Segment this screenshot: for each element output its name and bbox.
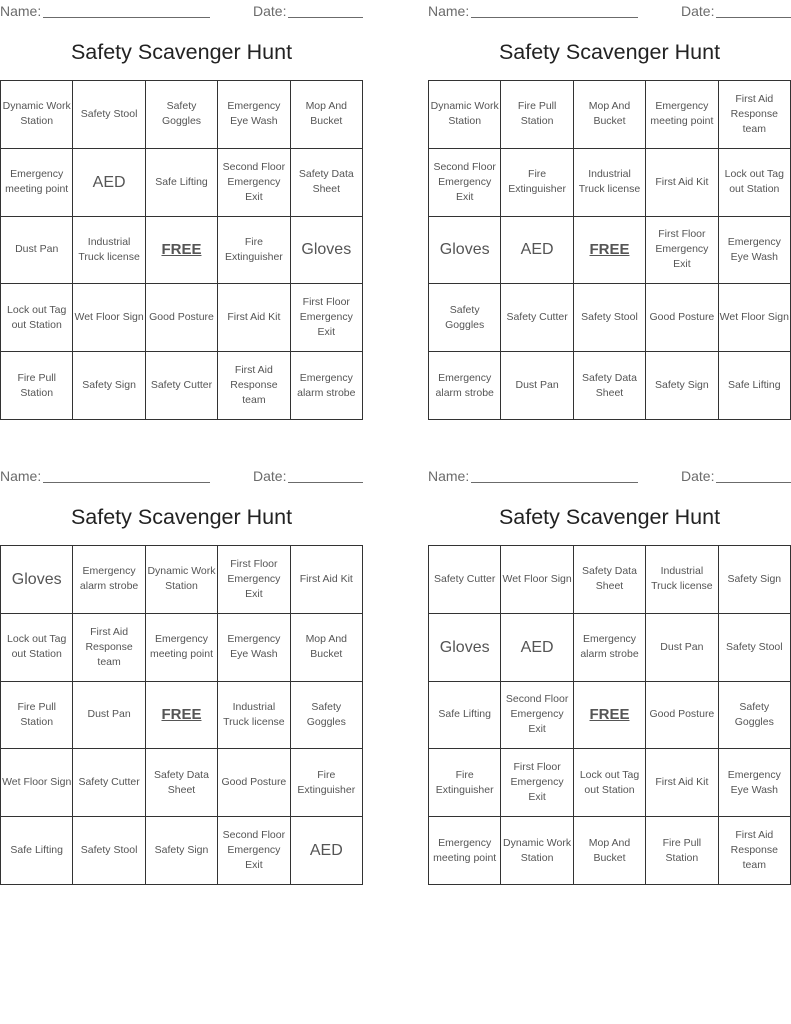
grid-cell: FREE [574, 217, 646, 285]
grid-cell: Wet Floor Sign [501, 546, 573, 614]
date-line [716, 17, 791, 18]
card-header [428, 0, 791, 24]
grid-cell: Mop And Bucket [574, 817, 646, 885]
grid-cell: Safety Goggles [291, 682, 363, 750]
grid-cell: Mop And Bucket [574, 81, 646, 149]
grid-cell: First Aid Kit [646, 749, 718, 817]
grid-cell: Wet Floor Sign [73, 284, 145, 352]
grid-cell: Emergency alarm strobe [429, 352, 501, 420]
grid-cell: Emergency meeting point [646, 81, 718, 149]
name-line [43, 17, 210, 18]
grid-cell: Safety Stool [719, 614, 791, 682]
date-line [716, 482, 791, 483]
card-header [0, 465, 363, 489]
grid-cell: Safe Lifting [429, 682, 501, 750]
card-title: Safety Scavenger Hunt [70, 40, 293, 64]
grid-cell: Fire Extinguisher [429, 749, 501, 817]
grid-cell: Wet Floor Sign [719, 284, 791, 352]
grid-cell: Mop And Bucket [291, 81, 363, 149]
grid-cell: First Aid Kit [218, 284, 290, 352]
grid-cell: Gloves [429, 217, 501, 285]
grid-cell: Emergency meeting point [1, 149, 73, 217]
grid-cell: Safety Sign [146, 817, 218, 885]
grid-cell: Safety Stool [73, 81, 145, 149]
name-line [471, 17, 638, 18]
grid-cell: Industrial Truck license [574, 149, 646, 217]
grid-cell: Emergency alarm strobe [574, 614, 646, 682]
grid-cell: First Aid Kit [291, 546, 363, 614]
grid-cell: First Floor Emergency Exit [218, 546, 290, 614]
grid-cell: FREE [146, 682, 218, 750]
grid-cell: First Floor Emergency Exit [291, 284, 363, 352]
card-title: Safety Scavenger Hunt [498, 40, 721, 64]
grid-cell: Emergency Eye Wash [218, 81, 290, 149]
grid-cell: Emergency meeting point [429, 817, 501, 885]
grid-cell: First Aid Response team [719, 817, 791, 885]
grid-cell: Safety Data Sheet [146, 749, 218, 817]
grid-cell: AED [501, 614, 573, 682]
grid-cell: Dynamic Work Station [1, 81, 73, 149]
grid-cell: Safety Sign [73, 352, 145, 420]
grid-cell: Dynamic Work Station [429, 81, 501, 149]
grid-cell: Emergency meeting point [146, 614, 218, 682]
grid-cell: Second Floor Emergency Exit [501, 682, 573, 750]
grid-cell: Fire Extinguisher [501, 149, 573, 217]
grid-cell: Safe Lifting [146, 149, 218, 217]
grid-cell: Safety Stool [574, 284, 646, 352]
grid-cell: Gloves [1, 546, 73, 614]
name-label: Name: [0, 3, 42, 19]
grid-cell: Fire Pull Station [1, 682, 73, 750]
card-title: Safety Scavenger Hunt [498, 505, 721, 529]
grid-cell: Lock out Tag out Station [1, 614, 73, 682]
grid-cell: Good Posture [646, 284, 718, 352]
bingo-grid [0, 80, 363, 420]
grid-cell: Gloves [291, 217, 363, 285]
card-header [0, 0, 363, 24]
bingo-grid [428, 545, 791, 885]
grid-cell: Safety Data Sheet [574, 546, 646, 614]
date-label: Date: [681, 3, 715, 19]
grid-cell: Industrial Truck license [73, 217, 145, 285]
grid-cell: Fire Pull Station [501, 81, 573, 149]
grid-cell: Emergency Eye Wash [719, 749, 791, 817]
grid-cell: First Aid Kit [646, 149, 718, 217]
bingo-grid [0, 545, 363, 885]
grid-cell: Lock out Tag out Station [1, 284, 73, 352]
grid-cell: Second Floor Emergency Exit [218, 149, 290, 217]
date-line [288, 482, 363, 483]
date-label: Date: [253, 468, 287, 484]
grid-cell: Emergency alarm strobe [73, 546, 145, 614]
grid-cell: First Aid Response team [73, 614, 145, 682]
card-title: Safety Scavenger Hunt [70, 505, 293, 529]
grid-cell: Fire Pull Station [646, 817, 718, 885]
grid-cell: Safety Sign [646, 352, 718, 420]
bingo-card-4 [428, 465, 791, 872]
date-label: Date: [681, 468, 715, 484]
grid-cell: AED [291, 817, 363, 885]
date-line [288, 17, 363, 18]
grid-cell: Safety Stool [73, 817, 145, 885]
name-line [43, 482, 210, 483]
grid-cell: First Aid Response team [218, 352, 290, 420]
grid-cell: Safety Cutter [73, 749, 145, 817]
grid-cell: Dust Pan [73, 682, 145, 750]
grid-cell: Second Floor Emergency Exit [218, 817, 290, 885]
grid-cell: Safe Lifting [1, 817, 73, 885]
grid-cell: Safe Lifting [719, 352, 791, 420]
bingo-grid [428, 80, 791, 420]
grid-cell: Dust Pan [501, 352, 573, 420]
card-header [428, 465, 791, 489]
grid-cell: Lock out Tag out Station [719, 149, 791, 217]
grid-cell: Industrial Truck license [646, 546, 718, 614]
grid-cell: AED [501, 217, 573, 285]
grid-cell: Safety Sign [719, 546, 791, 614]
grid-cell: Safety Cutter [146, 352, 218, 420]
grid-cell: First Floor Emergency Exit [501, 749, 573, 817]
grid-cell: Good Posture [646, 682, 718, 750]
grid-cell: Safety Goggles [146, 81, 218, 149]
grid-cell: Dust Pan [1, 217, 73, 285]
name-label: Name: [428, 468, 470, 484]
grid-cell: Dust Pan [646, 614, 718, 682]
name-label: Name: [0, 468, 42, 484]
grid-cell: Safety Cutter [501, 284, 573, 352]
grid-cell: Emergency Eye Wash [218, 614, 290, 682]
grid-cell: Mop And Bucket [291, 614, 363, 682]
date-label: Date: [253, 3, 287, 19]
name-line [471, 482, 638, 483]
grid-cell: Good Posture [146, 284, 218, 352]
grid-cell: Fire Extinguisher [291, 749, 363, 817]
grid-cell: FREE [146, 217, 218, 285]
bingo-card-1 [0, 0, 363, 407]
grid-cell: Lock out Tag out Station [574, 749, 646, 817]
grid-cell: First Aid Response team [719, 81, 791, 149]
grid-cell: Safety Data Sheet [291, 149, 363, 217]
grid-cell: Emergency Eye Wash [719, 217, 791, 285]
grid-cell: Industrial Truck license [218, 682, 290, 750]
grid-cell: AED [73, 149, 145, 217]
grid-cell: FREE [574, 682, 646, 750]
grid-cell: Dynamic Work Station [501, 817, 573, 885]
grid-cell: Safety Data Sheet [574, 352, 646, 420]
grid-cell: Fire Extinguisher [218, 217, 290, 285]
grid-cell: Second Floor Emergency Exit [429, 149, 501, 217]
grid-cell: Safety Goggles [429, 284, 501, 352]
grid-cell: Gloves [429, 614, 501, 682]
grid-cell: First Floor Emergency Exit [646, 217, 718, 285]
grid-cell: Dynamic Work Station [146, 546, 218, 614]
name-label: Name: [428, 3, 470, 19]
bingo-card-2 [428, 0, 791, 399]
grid-cell: Fire Pull Station [1, 352, 73, 420]
grid-cell: Wet Floor Sign [1, 749, 73, 817]
grid-cell: Safety Goggles [719, 682, 791, 750]
grid-cell: Safety Cutter [429, 546, 501, 614]
bingo-card-3 [0, 465, 363, 872]
grid-cell: Good Posture [218, 749, 290, 817]
grid-cell: Emergency alarm strobe [291, 352, 363, 420]
